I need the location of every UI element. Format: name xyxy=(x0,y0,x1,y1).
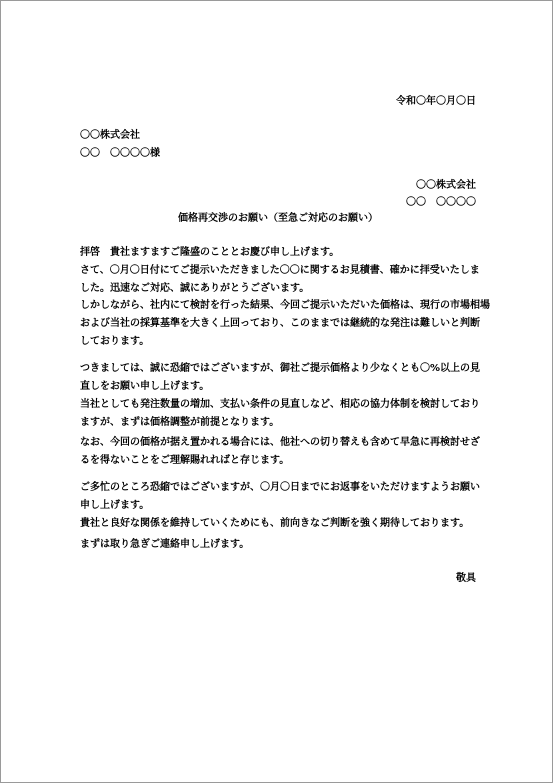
body-line: しかしながら、社内にて検討を行った結果、今回ご提示いただいた価格は、現行の市場相場 xyxy=(80,300,490,311)
body-line: るを得ないことをご理解賜れればと存じます。 xyxy=(80,455,290,466)
recipient-name: 〇〇 〇〇〇〇様 xyxy=(80,148,160,159)
body-paragraph-4 xyxy=(80,434,480,470)
body-paragraph-2 xyxy=(80,297,490,351)
body-line: まずは取り急ぎご連絡申し上げます。 xyxy=(80,539,250,550)
body-paragraph-6 xyxy=(80,536,476,554)
body-line: さて、〇月〇日付にてご提示いただきました〇〇に関するお見積書、確かに拝受いたしま xyxy=(80,265,480,276)
letter-date: 令和〇年〇月〇日 xyxy=(396,96,476,107)
sender-company: 〇〇株式会社 xyxy=(416,180,476,191)
body-line: しております。 xyxy=(80,336,150,347)
body-line: つきましては、誠に恐縮ではございますが、御社ご提示価格より少なくとも〇%以上の見 xyxy=(80,363,481,374)
body-line: および当社の採算基準を大きく上回っており、このままでは継続的な発注は難しいと判断 xyxy=(80,318,480,329)
body-line: 直しをお願い申し上げます。 xyxy=(80,381,210,392)
sender-name: 〇〇 〇〇〇〇 xyxy=(406,197,476,208)
body-line: ご多忙のところ恐縮ではございますが、〇月〇日までにお返事をいただけますようお願い xyxy=(80,482,480,493)
letter-closing: 敬具 xyxy=(456,573,476,584)
body-line: 申し上げます。 xyxy=(80,500,150,511)
body-line: なお、今回の価格が据え置かれる場合には、他社への切り替えも含めて早急に再検討せざ xyxy=(80,437,480,448)
body-line: 拝啓 貴社ますますご隆盛のこととお慶び申し上げます。 xyxy=(80,247,340,258)
body-line: した。迅速なご対応、誠にありがとうございます。 xyxy=(80,283,310,294)
body-line: 貴社と良好な関係を維持していくためにも、前向きなご判断を強く期待しております。 xyxy=(80,518,470,529)
body-paragraph-1 xyxy=(80,244,480,298)
body-paragraph-5 xyxy=(80,479,480,533)
body-line: 当社としても発注数量の増加、支払い条件の見直しなど、相応の協力体制を検討しており xyxy=(80,399,480,410)
body-line: ますが、まずは価格調整が前提となります。 xyxy=(80,417,280,428)
body-paragraph-3 xyxy=(80,360,481,432)
recipient-company: 〇〇株式会社 xyxy=(80,130,140,141)
letter-subject: 価格再交渉のお願い（至急ご対応のお願い） xyxy=(178,213,378,224)
